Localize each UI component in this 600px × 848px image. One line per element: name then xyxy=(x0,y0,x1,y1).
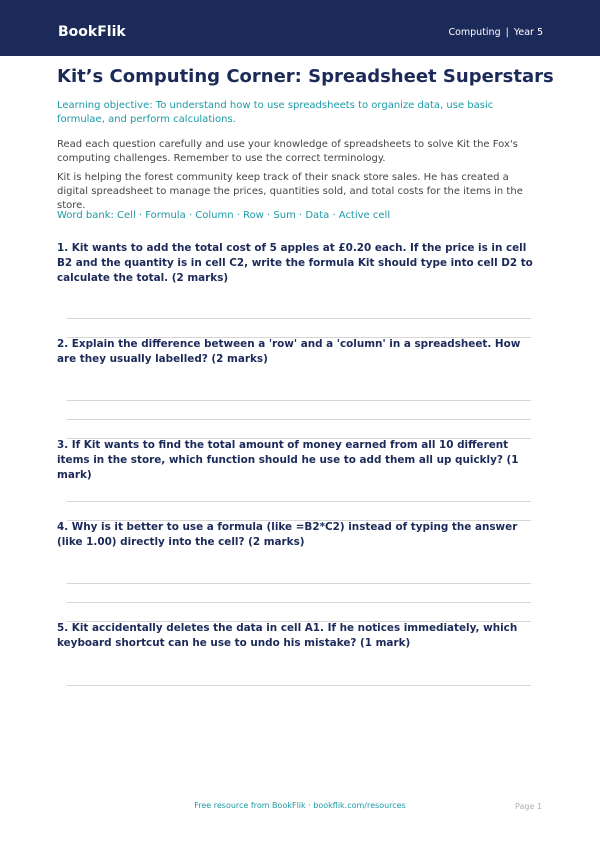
context-text: Kit is helping the forest community keep track of their snack store sales. He has created a digital spreadsheet to manage the prices, quantities sold, and total costs for the items in the store. xyxy=(57,172,523,211)
word-bank: Word bank: Cell · Formula · Column · Row · Sum · Data · Active cell xyxy=(57,210,391,221)
question-3: 3. If Kit wants to find the total amount of money earned from all 10 different items in the store, which function should he use to add them all up quickly? (1 mark) xyxy=(57,439,519,481)
page-header xyxy=(0,0,600,56)
answer-line[interactable] xyxy=(67,583,531,584)
instructions-text: Read each question carefully and use your knowledge of spreadsheets to solve Kit the Fox's computing challenges. Remember to use the correct terminology. xyxy=(57,139,518,164)
learning-objective: Learning objective: To understand how to use spreadsheets to organize data, use basic formulae, and perform calculations. xyxy=(57,100,494,125)
answer-line[interactable] xyxy=(67,602,531,603)
answer-line[interactable] xyxy=(67,318,531,319)
header-separator: | xyxy=(505,27,509,38)
subject-year-label xyxy=(448,25,543,41)
answer-line[interactable] xyxy=(67,400,531,401)
year-label: Year 5 xyxy=(513,27,543,38)
brand-logo: BookFlik xyxy=(58,24,126,40)
answer-line[interactable] xyxy=(67,419,531,420)
question-2: 2. Explain the difference between a 'row' and a 'column' in a spreadsheet. How are they usually labelled? (2 marks) xyxy=(57,338,521,365)
subject-label: Computing xyxy=(448,27,501,38)
question-5: 5. Kit accidentally deletes the data in cell A1. If he notices immediately, which keyboard shortcut can he use to undo his mistake? (1 mark) xyxy=(57,622,518,649)
question-1: 1. Kit wants to add the total cost of 5 apples at £0.20 each. If the price is in cell B2 and the quantity is in cell C2, write the formula Kit should type into cell D2 to calculate the total. (2 marks) xyxy=(57,242,533,284)
question-4: 4. Why is it better to use a formula (like =B2*C2) instead of typing the answer (like 1.00) directly into the cell? (2 marks) xyxy=(57,521,518,548)
answer-line[interactable] xyxy=(67,685,531,686)
page-number: Page 1 xyxy=(515,802,542,811)
answer-line[interactable] xyxy=(67,501,531,502)
footer-text: Free resource from BookFlik · bookflik.com/resources xyxy=(194,801,406,810)
page-title: Kit’s Computing Corner: Spreadsheet Superstars xyxy=(57,66,554,87)
